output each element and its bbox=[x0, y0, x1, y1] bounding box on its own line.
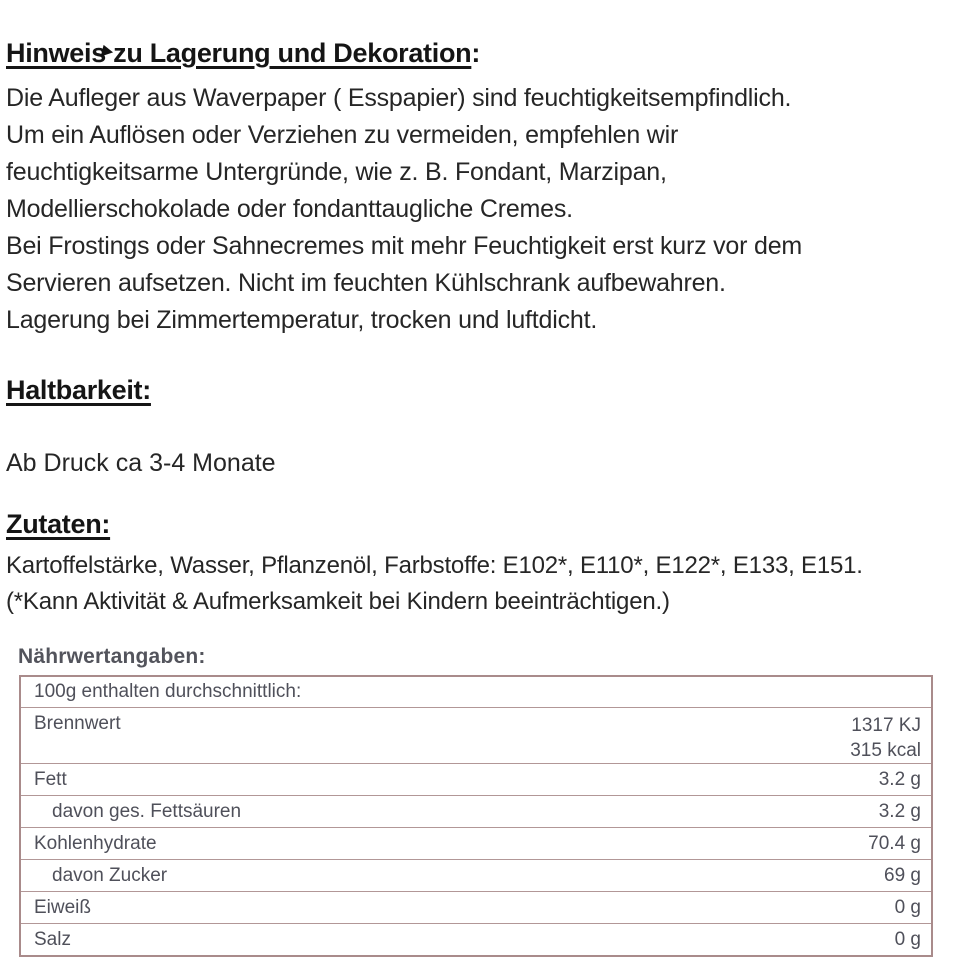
row-label: Eiweiß bbox=[34, 896, 92, 918]
row-value bbox=[850, 708, 921, 763]
storage-line: Die Aufleger aus Waverpaper ( Esspapier) sind feuchtigkeitsempfindlich. bbox=[6, 84, 792, 112]
ingredients-line: Kartoffelstärke, Wasser, Pflanzenöl, Farbstoffe: E102*, E110*, E122*, E133, E151. bbox=[6, 552, 863, 579]
row-value: 3.2 g bbox=[878, 800, 921, 822]
nutrition-table-header-row bbox=[21, 677, 931, 707]
storage-heading-colon: : bbox=[471, 38, 481, 68]
table-row-brennwert bbox=[21, 707, 931, 763]
row-label: Salz bbox=[34, 928, 71, 950]
storage-line: Modellierschokolade oder fondanttaugliche Cremes. bbox=[6, 195, 573, 223]
nutrition-label: Nährwertangaben: bbox=[18, 645, 206, 668]
row-value: 70.4 g bbox=[868, 832, 921, 854]
storage-paragraph bbox=[6, 80, 970, 339]
row-value: 69 g bbox=[884, 864, 921, 886]
storage-line: Bei Frostings oder Sahnecremes mit mehr Feuchtigkeit erst kurz vor dem bbox=[6, 232, 803, 260]
table-header-text: 100g enthalten durchschnittlich: bbox=[34, 681, 302, 702]
table-row-eiweiss bbox=[21, 891, 931, 923]
shelf-life-heading: Haltbarkeit: bbox=[6, 375, 151, 405]
row-value: 0 g bbox=[894, 928, 921, 950]
row-label: Brennwert bbox=[34, 713, 121, 734]
ingredients-heading: Zutaten: bbox=[6, 509, 111, 539]
row-label: davon ges. Fettsäuren bbox=[52, 800, 242, 822]
row-value-kcal: 315 kcal bbox=[850, 740, 921, 761]
storage-line: feuchtigkeitsarme Untergründe, wie z. B. Fondant, Marzipan, bbox=[6, 158, 667, 186]
table-row-fett bbox=[21, 763, 931, 795]
shelf-life-text: Ab Druck ca 3-4 Monate bbox=[6, 449, 276, 477]
table-row-salz bbox=[21, 923, 931, 955]
nutrition-table bbox=[19, 675, 933, 957]
storage-line: Servieren aufsetzen. Nicht im feuchten Kühlschrank aufbewahren. bbox=[6, 269, 726, 297]
row-value: 0 g bbox=[894, 896, 921, 918]
table-row-zucker bbox=[21, 859, 931, 891]
ingredients-paragraph bbox=[6, 548, 970, 620]
storage-line: Um ein Auflösen oder Verziehen zu vermeiden, empfehlen wir bbox=[6, 121, 679, 149]
row-value: 3.2 g bbox=[878, 768, 921, 790]
storage-heading bbox=[6, 0, 970, 68]
ingredients-line: (*Kann Aktivität & Aufmerksamkeit bei Kindern beeinträchtigen.) bbox=[6, 588, 670, 615]
table-row-ges-fettsaeuren bbox=[21, 795, 931, 827]
row-label: Fett bbox=[34, 768, 67, 790]
storage-heading-text: Hinweis zu Lagerung und Dekoration bbox=[6, 38, 472, 68]
row-value-kj: 1317 KJ bbox=[851, 715, 921, 736]
row-label: davon Zucker bbox=[52, 864, 168, 886]
storage-line: Lagerung bei Zimmertemperatur, trocken und luftdicht. bbox=[6, 306, 598, 334]
table-row-kohlenhydrate bbox=[21, 827, 931, 859]
row-label: Kohlenhydrate bbox=[34, 832, 157, 854]
